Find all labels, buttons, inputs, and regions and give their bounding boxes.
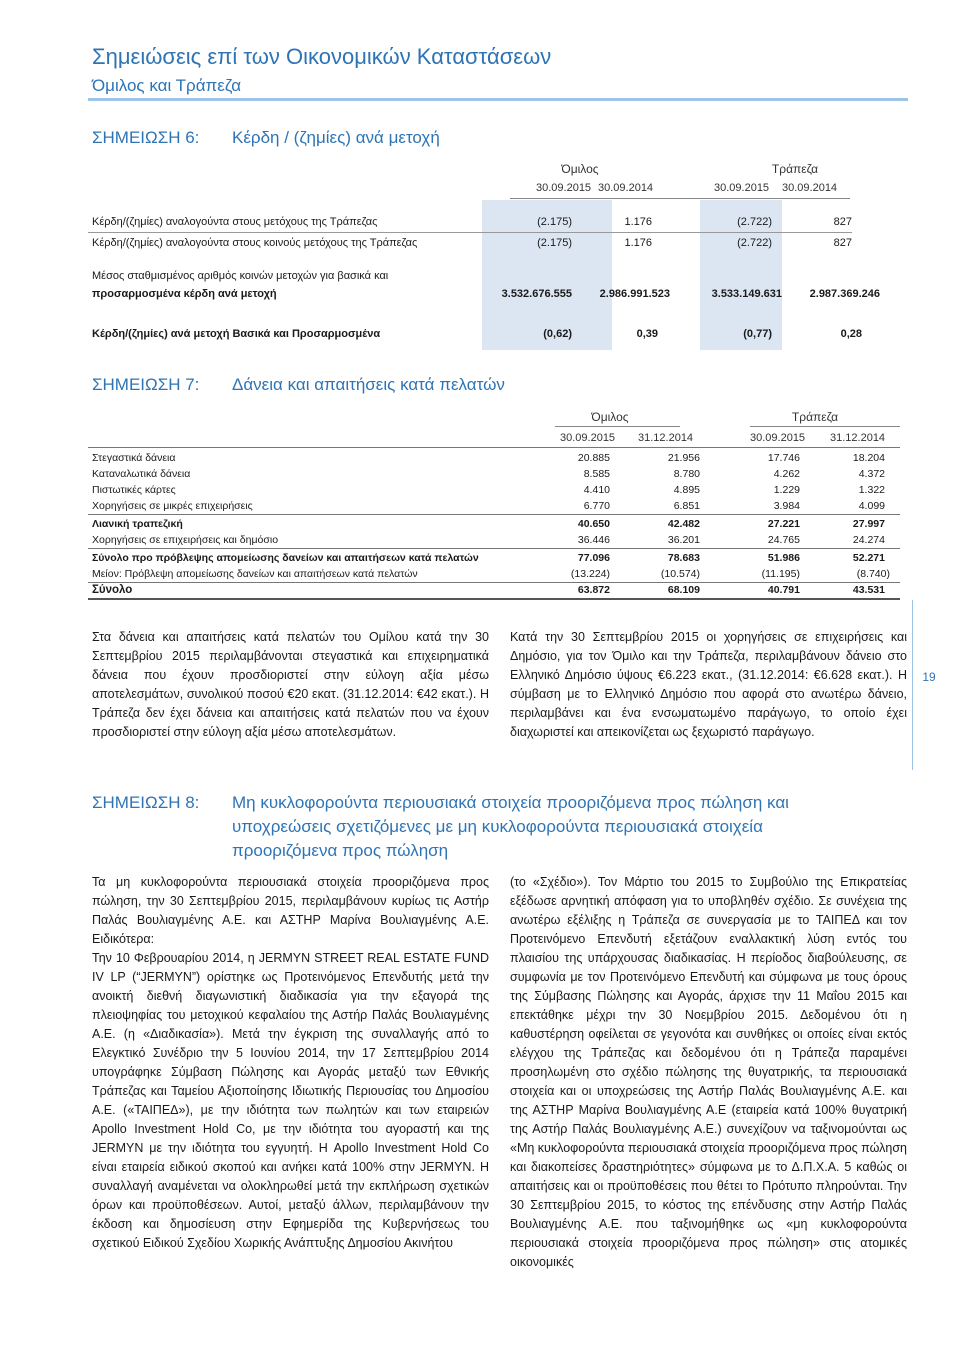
note6-cell: 2.986.991.523 <box>599 288 670 300</box>
note7-cell: 40.650 <box>577 518 610 530</box>
page-number: 19 <box>922 670 936 684</box>
note7-cell: 43.531 <box>852 584 885 596</box>
note6-cell: (2.722) <box>737 237 772 249</box>
note6-cell: 0,28 <box>840 328 862 340</box>
note7-cell: 18.204 <box>852 452 885 464</box>
note7-date-1: 30.09.2015 <box>560 432 616 444</box>
note7-cell: 24.765 <box>767 534 800 546</box>
note7-row-label: Λιανική τραπεζική <box>92 518 183 530</box>
note6-cell: (2.722) <box>737 216 772 228</box>
note6-row-label: Μέσος σταθμισμένος αριθμός κοινών μετοχών για βασικά και <box>92 270 389 282</box>
note7-cell: 4.262 <box>773 468 800 480</box>
note7-cell: 24.274 <box>852 534 885 546</box>
note7-cell: 8.585 <box>583 468 610 480</box>
header-divider <box>88 98 908 101</box>
note6-title: Κέρδη / (ζημίες) ανά μετοχή <box>232 128 440 147</box>
note6-row-label: Κέρδη/(ζημίες) αναλογούντα στους κοινούς μετόχους της Τράπεζας <box>92 237 418 249</box>
note6-cell: 0,39 <box>636 328 658 340</box>
note7-cell: 27.997 <box>852 518 885 530</box>
note7-cell: 52.271 <box>852 552 885 564</box>
note7-cell: 27.221 <box>767 518 800 530</box>
note6-date-3: 30.09.2015 <box>714 182 770 194</box>
note7-row-label: Μείον: Πρόβλεψη απομείωσης δανείων και απαιτήσεων κατά πελατών <box>92 568 418 580</box>
note6-cell: (0,77) <box>743 328 772 340</box>
note7-total-rule <box>88 598 900 600</box>
note7-cell: 21.956 <box>667 452 700 464</box>
note6-cell: (2.175) <box>537 216 572 228</box>
note7-cell: 40.791 <box>767 584 800 596</box>
note7-row-label: Πιστωτικές κάρτες <box>92 484 176 496</box>
note7-cell: (13.224) <box>570 568 610 580</box>
note7-row-label: Σύνολο προ πρόβλεψης απομείωσης δανείων και απαιτήσεων κατά πελατών <box>92 552 479 564</box>
note7-cell: 42.482 <box>667 518 700 530</box>
note7-cell: 17.746 <box>767 452 800 464</box>
note7-text-left: Στα δάνεια και απαιτήσεις κατά πελατών του Ομίλου κατά την 30 Σεπτεμβρίου 2015 περιλαμβάνονται στεγαστικά και επιχειρηματικά δάνεια που έχουν προσδιοριστεί στην εύλογη αξία μέσω αποτελεσμάτων, συνολικού ποσού €20 εκατ. (31.12.2014: €42 εκατ.). Η Τράπεζα δεν έχει δάνεια και απαιτήσεις κατά πελατών που να έχουν προσδιοριστεί στην εύλογη αξία μέσω αποτελεσμάτων. <box>92 630 489 739</box>
note6-row-label: προσαρμοσμένα κέρδη ανά μετοχή <box>92 288 277 300</box>
note7-row-label: Χορηγήσεις σε επιχειρήσεις και δημόσιο <box>92 534 279 546</box>
note6-cell: 827 <box>833 216 852 228</box>
note6-header-rule <box>510 198 850 199</box>
note8-label: ΣΗΜΕΙΩΣΗ 8: <box>92 793 200 812</box>
note7-group-rule <box>555 426 680 427</box>
note7-row-label: Χορηγήσεις σε μικρές επιχειρήσεις <box>92 500 253 512</box>
note7-header-rule <box>88 447 900 448</box>
note6-cell: 827 <box>833 237 852 249</box>
note6-cell: 1.176 <box>624 216 652 228</box>
note7-cell: 77.096 <box>577 552 610 564</box>
note7-cell: 63.872 <box>577 584 610 596</box>
note7-row-rule <box>88 514 900 515</box>
note8-title-line: Μη κυκλοφορούντα περιουσιακά στοιχεία προοριζόμενα προς πώληση και <box>232 793 789 812</box>
page-subtitle: Όμιλος και Τράπεζα <box>92 76 242 95</box>
note7-cell: 3.984 <box>773 500 800 512</box>
note6-cell: 3.533.149.631 <box>711 288 782 300</box>
note7-cell: 4.099 <box>858 500 885 512</box>
note7-cell: 6.851 <box>673 500 700 512</box>
note6-cell: 1.176 <box>624 237 652 249</box>
note7-cell: 8.780 <box>673 468 700 480</box>
page-number-rule <box>912 600 913 770</box>
note7-cell: 1.229 <box>773 484 800 496</box>
note7-row-rule <box>88 548 900 549</box>
note8-title-line: προοριζόμενα προς πώληση <box>232 841 449 860</box>
note6-row-rule <box>88 232 852 233</box>
note6-cell: 3.532.676.555 <box>501 288 572 300</box>
note7-cell: (8.740) <box>856 568 890 580</box>
note7-row-label: Στεγαστικά δάνεια <box>92 452 176 464</box>
page-title: Σημειώσεις επί των Οικονομικών Καταστάσεων <box>92 44 552 69</box>
note7-cell: 4.410 <box>583 484 610 496</box>
note7-cell: 36.201 <box>667 534 700 546</box>
note6-label: ΣΗΜΕΙΩΣΗ 6: <box>92 128 200 147</box>
note7-cell: (11.195) <box>761 568 800 580</box>
note7-cell: (10.574) <box>660 568 700 580</box>
note7-date-3: 30.09.2015 <box>750 432 806 444</box>
note7-cell: 6.770 <box>583 500 610 512</box>
note6-cell: 2.987.369.246 <box>809 288 880 300</box>
note7-text-right: Κατά την 30 Σεπτεμβρίου 2015 οι χορηγήσεις σε επιχειρήσεις και Δημόσιο, για τον Όμιλο και την Τράπεζα, περιλαμβάνουν δάνειο στο Ελληνικό Δημόσιο ύψους €6.223 εκατ., (31.12.2014: €6.628 εκατ.). Η σύμβαση με το Ελληνικό Δημόσιο που αφορά στο ανωτέρω δάνειο, περιλαμβάνει και ένα ενσωματωμένο παράγωγο, το οποίο έχει διαχωριστεί και απεικονίζεται ως ξεχωριστό παράγωγο. <box>510 630 907 739</box>
note7-group-header: Όμιλος <box>591 410 629 424</box>
note7-row-label: Σύνολο <box>92 584 133 596</box>
note6-row-label: Κέρδη/(ζημίες) αναλογούντα στους μετόχους της Τράπεζας <box>92 216 378 228</box>
note8-text-left-p1: Τα μη κυκλοφορούντα περιουσιακά στοιχεία προοριζόμενα προς πώληση, την 30 Σεπτεμβρίου 2015, περιλαμβάνουν κυρίως τις Αστήρ Παλάς Βουλιαγμένης Α.Ε. και ΑΣΤΗΡ Μαρίνα Βουλιαγμένης Α.Ε. Ειδικότερα: <box>92 875 489 946</box>
note7-title: Δάνεια και απαιτήσεις κατά πελατών <box>232 375 505 394</box>
note7-cell: 78.683 <box>667 552 700 564</box>
note6-cell: (0,62) <box>543 328 572 340</box>
note7-cell: 36.446 <box>577 534 610 546</box>
note8-text-right: (το «Σχέδιο»). Τον Μάρτιο του 2015 το Συμβούλιο της Επικρατείας εξέδωσε αρνητική απόφαση για το υποβληθέν σχέδιο. Σε συνέχεια της ανωτέρω εξέλιξης η Τράπεζα σε συνεργασία με το ΤΑΙΠΕΔ και τον Προτεινόμενο Επενδυτή εξετάζουν εναλλακτική λύση εντός του πλαισίου της υπάρχουσας διαδικασίας. Η περίοδος διαβούλευσης, σε συμφωνία με τον Προτεινόμενο Επενδυτή και σύμφωνα με τους όρους της Σύμβασης Πώλησης και Αγοράς, άρχισε την 11 Μαΐου 2015 και επεκτάθηκε μέχρι την 30 Νοεμβρίου 2015. Δεδομένου ότι η καθυστέρηση οφείλεται σε γεγονότα και συνθήκες οι οποίες είναι εκτός ελέγχου της Τράπεζας και δεδομένου ότι η Τράπεζα παραμένει προσηλωμένη στο σχέδιο πώλησης της θυγατρικής, τα περιουσιακά στοιχεία και οι υποχρεώσεις της Αστήρ Παλάς Βουλιαγμένης Α.Ε. και της ΑΣΤΗΡ Μαρίνα Βουλιαγμένης Α.Ε (εταιρεία κατά 100% θυγατρική της Αστήρ Παλάς Βουλιαγμένης Α.Ε.) συνεχίζουν να ταξινομούνται ως «Μη κυκλοφορούντα περιουσιακά στοιχεία προοριζόμενα προς πώληση και διακοπείσες δραστηριότητες» σύμφωνα με το Δ.Π.Χ.Α. 5 καθώς οι απαιτήσεις και οι προϋποθέσεις που θέτει το Πρότυπο πληρούνται. Την 30 Σεπτεμβρίου 2015, το κόστος της επένδυσης στην Αστήρ Παλάς Βουλιαγμένης Α.Ε. που ταξινομήθηκε ως «μη κυκλοφορούντα περιουσιακά στοιχεία προοριζόμενα προς πώληση» στις ατομικές οικονομικές <box>510 875 907 1269</box>
note6-cell: (2.175) <box>537 237 572 249</box>
note7-cell: 4.372 <box>858 468 885 480</box>
note6-bank-header: Τράπεζα <box>771 162 819 176</box>
note6-date-4: 30.09.2014 <box>782 182 838 194</box>
note7-bank-rule <box>750 426 900 427</box>
note8-text-left-p2: Την 10 Φεβρουαρίου 2014, η JERMYN STREET REAL ESTATE FUND IV LP (“JERMYN”) ορίστηκε ως Προτεινόμενος Επενδυτής μετά την ανοικτή διεθνή διαγωνιστική διαδικασία για την εξαγορά της πλειοψηφίας του μετοχικού κεφαλαίου της Αστήρ Παλάς Βουλιαγμένης Α.Ε. (η «Διαδικασία»). Μετά την έγκριση της συναλλαγής από το Ελεγκτικό Συνέδριο την 5 Ιουνίου 2014, την 17 Σεπτεμβρίου 2014 υπογράφηκε Σύμβαση Πώλησης και Αγοράς μεταξύ των Εθνικής Τράπεζας και Ταμείου Αξιοποίησης Ιδιωτικής Περιουσίας του Δημοσίου Α.Ε. («ΤΑΙΠΕΔ»), με την ιδιότητα των πωλητών και των εταιρειών Apollo Investment Hold Co, με την ιδιότητα του αγοραστή και της JERMYN με την ιδιότητα του εγγυητή. Η Apollo Investment Hold Co είναι εταιρεία ειδικού σκοπού και ανήκει κατά 100% στην JERMYN. Η συναλλαγή αναμένεται να ολοκληρωθεί μετά την εκπλήρωση σχετικών όρων και προϋποθέσεων. Αυτοί, μεταξύ άλλων, περιλαμβάνουν την έκδοση και δημοσίευση στην Εφημερίδα της Κυβερνήσεως του σχετικού Ειδικού Σχεδίου Χωρικής Ανάπτυξης Δημοσίου Ακινήτου <box>92 951 489 1250</box>
note7-cell: 1.322 <box>858 484 885 496</box>
note7-cell: 4.895 <box>673 484 700 496</box>
note7-row-rule <box>88 582 900 583</box>
note7-bank-header: Τράπεζα <box>791 410 839 424</box>
note7-cell: 68.109 <box>667 584 700 596</box>
note7-cell: 20.885 <box>577 452 610 464</box>
note7-row-label: Καταναλωτικά δάνεια <box>92 468 191 480</box>
note6-date-1: 30.09.2015 <box>536 182 592 194</box>
note7-label: ΣΗΜΕΙΩΣΗ 7: <box>92 375 200 394</box>
note8-title-line: υποχρεώσεις σχετιζόμενες με μη κυκλοφορούντα περιουσιακά στοιχεία <box>232 817 763 836</box>
note6-row-label: Κέρδη/(ζημίες) ανά μετοχή Βασικά και Προσαρμοσμένα <box>92 328 381 340</box>
note7-date-4: 31.12.2014 <box>830 432 886 444</box>
note6-date-2: 30.09.2014 <box>598 182 654 194</box>
note7-cell: 51.986 <box>767 552 800 564</box>
note6-group-header: Όμιλος <box>561 162 599 176</box>
note7-date-2: 31.12.2014 <box>638 432 694 444</box>
